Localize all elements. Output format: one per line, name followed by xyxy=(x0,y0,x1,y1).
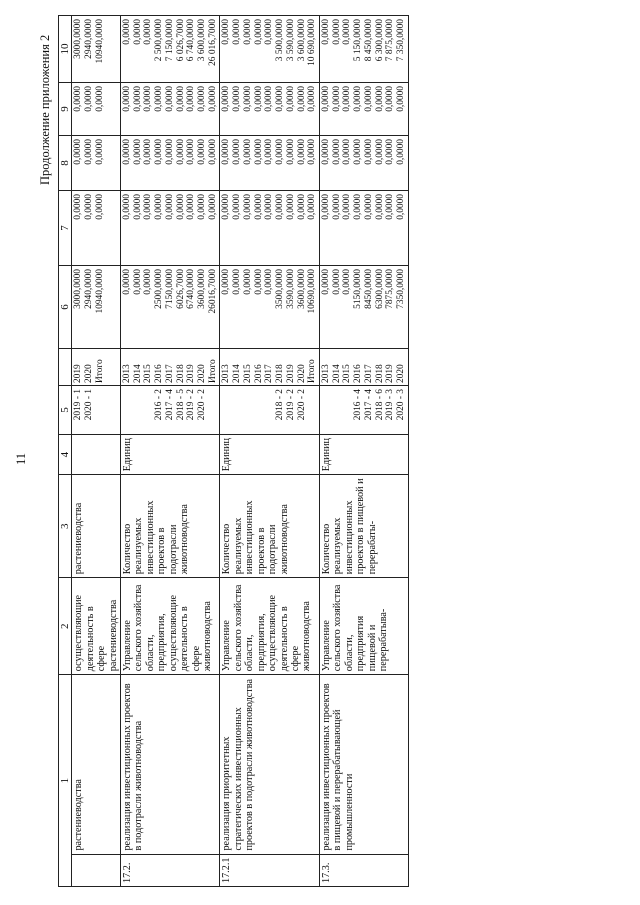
table-row xyxy=(319,16,408,887)
local-budget xyxy=(319,83,408,136)
year-value: 2016 xyxy=(353,364,364,383)
federal-budget-value: 0,0000 xyxy=(331,194,342,220)
federal-budget-value: 0,0000 xyxy=(353,194,364,220)
regional-budget-value: 0,0000 xyxy=(84,139,95,165)
target-period xyxy=(121,386,220,435)
regional-budget xyxy=(319,136,408,191)
year-value: 2014 xyxy=(132,364,143,383)
extrabudgetary-value: 3 600,0000 xyxy=(197,19,208,62)
total-amount-value: 26016,7000 xyxy=(207,269,218,314)
regional-budget-value: 0,0000 xyxy=(164,139,175,165)
local-budget-value: 0,0000 xyxy=(385,86,396,112)
column-header: 3 xyxy=(59,475,72,578)
total-amount-value: 7150,0000 xyxy=(164,269,175,309)
extrabudgetary-value: 0,0000 xyxy=(221,19,232,45)
extrabudgetary-value: 0,0000 xyxy=(320,19,331,45)
local-budget-value: 0,0000 xyxy=(175,86,186,112)
target-period-value: 2016 - 2 xyxy=(154,389,165,421)
target-period-value xyxy=(342,389,353,431)
extrabudgetary-value: 0,0000 xyxy=(232,19,243,45)
local-budget-value: 0,0000 xyxy=(374,86,385,112)
extrabudgetary-value: 0,0000 xyxy=(122,19,132,45)
target-period-value: 2019 - 2 xyxy=(186,389,197,421)
federal-budget-value: 0,0000 xyxy=(242,194,253,220)
indicator-name: растениеводства xyxy=(72,475,121,578)
extrabudgetary-value: 7 875,0000 xyxy=(385,19,396,62)
total-amount-value: 6026,7000 xyxy=(175,269,186,309)
regional-budget-value: 0,0000 xyxy=(94,139,105,165)
target-period-value: 2016 - 4 xyxy=(353,389,364,421)
year-value: Итого xyxy=(94,359,105,383)
federal-budget-value: 0,0000 xyxy=(73,194,84,220)
local-budget-value: 0,0000 xyxy=(395,86,406,112)
extrabudgetary-value: 2940,0000 xyxy=(84,19,95,59)
extrabudgetary-value: 0,0000 xyxy=(342,19,353,45)
local-budget-value: 0,0000 xyxy=(186,86,197,112)
extrabudgetary-value: 7 150,0000 xyxy=(164,19,175,62)
year xyxy=(220,349,319,386)
indicator-name: Количество реализуемых инвестиционных проектов в подотрасли животноводства xyxy=(121,475,220,578)
total-amount-value: 5150,0000 xyxy=(353,269,364,309)
total-amount-value: 7350,0000 xyxy=(395,269,406,309)
total-amount-value: 7875,0000 xyxy=(385,269,396,309)
federal-budget-value: 0,0000 xyxy=(232,194,243,220)
target-period-value: 2017 - 4 xyxy=(363,389,374,421)
federal-budget xyxy=(319,191,408,266)
year-value: 2019 xyxy=(385,364,396,383)
target-period-value xyxy=(221,389,232,431)
target-period-value: 2017 - 4 xyxy=(164,389,175,421)
target-period-value xyxy=(321,389,332,431)
year-value: 2020 xyxy=(197,364,208,383)
regional-budget xyxy=(72,136,121,191)
total-amount-value: 0,0000 xyxy=(320,269,331,295)
federal-budget xyxy=(121,191,220,266)
column-header-row xyxy=(59,16,72,887)
total-amount-value: 3500,0000 xyxy=(275,269,286,309)
extrabudgetary-value: 6 026,7000 xyxy=(175,19,186,62)
federal-budget-value: 0,0000 xyxy=(94,194,105,220)
extrabudgetary-value: 0,0000 xyxy=(242,19,253,45)
total-amount-value: 0,0000 xyxy=(342,269,353,295)
local-budget-value: 0,0000 xyxy=(94,86,105,112)
year-value: 2018 xyxy=(374,364,385,383)
local-budget-value: 0,0000 xyxy=(197,86,208,112)
total-amount-value: 10690,0000 xyxy=(307,269,318,314)
extrabudgetary xyxy=(72,16,121,83)
column-header: 1 xyxy=(59,675,72,887)
target-period-value xyxy=(232,389,243,431)
extrabudgetary-value: 2 500,0000 xyxy=(154,19,165,62)
regional-budget-value: 0,0000 xyxy=(395,139,406,165)
total-amount-value: 0,0000 xyxy=(232,269,243,295)
extrabudgetary-value: 6 300,0000 xyxy=(374,19,385,62)
extrabudgetary xyxy=(319,16,408,83)
local-budget-value: 0,0000 xyxy=(296,86,307,112)
federal-budget-value: 0,0000 xyxy=(154,194,165,220)
federal-budget-value: 0,0000 xyxy=(253,194,264,220)
year-value: 2020 xyxy=(296,364,307,383)
target-period-value: 2020 - 2 xyxy=(197,389,208,421)
regional-budget-value: 0,0000 xyxy=(207,139,218,165)
local-budget-value: 0,0000 xyxy=(132,86,143,112)
federal-budget-value: 0,0000 xyxy=(84,194,95,220)
regional-budget-value: 0,0000 xyxy=(73,139,84,165)
regional-budget-value: 0,0000 xyxy=(143,139,154,165)
total-amount-value: 2940,0000 xyxy=(84,269,95,309)
year-value: 2013 xyxy=(122,364,132,383)
local-budget-value: 0,0000 xyxy=(353,86,364,112)
year-value: 2015 xyxy=(242,364,253,383)
target-period-value xyxy=(143,389,154,431)
total-amount-value: 0,0000 xyxy=(132,269,143,295)
row-number xyxy=(72,854,121,886)
target-period-value: 2019 - 2 xyxy=(285,389,296,421)
year-value: 2014 xyxy=(232,364,243,383)
local-budget xyxy=(72,83,121,136)
year xyxy=(121,349,220,386)
row-number: 17.3. xyxy=(319,854,408,886)
column-header: 4 xyxy=(59,435,72,475)
federal-budget-value: 0,0000 xyxy=(307,194,318,220)
unit: Единиц xyxy=(319,435,408,475)
unit: Единиц xyxy=(220,435,319,475)
federal-budget-value: 0,0000 xyxy=(175,194,186,220)
year-value: 2013 xyxy=(221,364,232,383)
total-amount-value: 8450,0000 xyxy=(363,269,374,309)
target-period-value xyxy=(264,389,275,431)
total-amount-value: 3590,0000 xyxy=(285,269,296,309)
table-row xyxy=(121,16,220,887)
measure-name: реализация приоритетных стратегических инвестиционных проектов в подотрасли животноводства xyxy=(220,675,319,854)
column-header: 2 xyxy=(59,578,72,675)
federal-budget-value: 0,0000 xyxy=(363,194,374,220)
year-value: 2019 xyxy=(186,364,197,383)
year-value: 2016 xyxy=(253,364,264,383)
local-budget-value: 0,0000 xyxy=(154,86,165,112)
target-period xyxy=(220,386,319,435)
year xyxy=(72,349,121,386)
year-value: 2017 xyxy=(264,364,275,383)
unit: Единиц xyxy=(121,435,220,475)
total-amount-value: 0,0000 xyxy=(253,269,264,295)
local-budget-value: 0,0000 xyxy=(363,86,374,112)
federal-budget xyxy=(220,191,319,266)
target-period-value xyxy=(332,389,343,431)
total-amount xyxy=(220,266,319,349)
total-amount-value: 0,0000 xyxy=(221,269,232,295)
regional-budget-value: 0,0000 xyxy=(331,139,342,165)
target-period-value xyxy=(133,389,144,431)
regional-budget-value: 0,0000 xyxy=(342,139,353,165)
program-table xyxy=(58,15,409,887)
total-amount-value: 6740,0000 xyxy=(186,269,197,309)
local-budget-value: 0,0000 xyxy=(242,86,253,112)
local-budget-value: 0,0000 xyxy=(232,86,243,112)
total-amount-value: 0,0000 xyxy=(122,269,132,295)
target-period-value: 2019 - 3 xyxy=(385,389,396,421)
indicator-name: Количество реализуемых инвестиционных проектов в пищевой и перерабаты- xyxy=(319,475,408,578)
federal-budget-value: 0,0000 xyxy=(342,194,353,220)
year-value: 2017 xyxy=(363,364,374,383)
year-value: 2018 xyxy=(275,364,286,383)
extrabudgetary xyxy=(220,16,319,83)
extrabudgetary-value: 26 016,7000 xyxy=(207,19,218,66)
extrabudgetary-value: 0,0000 xyxy=(143,19,154,45)
column-header: 9 xyxy=(59,83,72,136)
extrabudgetary-value: 3 500,0000 xyxy=(275,19,286,62)
regional-budget-value: 0,0000 xyxy=(363,139,374,165)
local-budget-value: 0,0000 xyxy=(221,86,232,112)
row-number: 17.2. xyxy=(121,854,220,886)
column-header: 8 xyxy=(59,136,72,191)
local-budget xyxy=(121,83,220,136)
total-amount-value: 3000,0000 xyxy=(73,269,84,309)
regional-budget-value: 0,0000 xyxy=(275,139,286,165)
federal-budget-value: 0,0000 xyxy=(197,194,208,220)
regional-budget-value: 0,0000 xyxy=(232,139,243,165)
extrabudgetary-value: 0,0000 xyxy=(253,19,264,45)
year-value: Итого xyxy=(207,359,218,383)
target-period-value: 2020 - 2 xyxy=(296,389,307,421)
local-budget-value: 0,0000 xyxy=(285,86,296,112)
local-budget-value: 0,0000 xyxy=(320,86,331,112)
total-amount-value: 6300,0000 xyxy=(374,269,385,309)
total-amount-value: 0,0000 xyxy=(143,269,154,295)
total-amount-value: 10940,0000 xyxy=(94,269,105,314)
responsible-executor: Управление сельского хозяйства области, предприятия пищевой и перерабатыва- xyxy=(319,578,408,675)
year-value: 2013 xyxy=(320,364,331,383)
federal-budget-value: 0,0000 xyxy=(296,194,307,220)
local-budget-value: 0,0000 xyxy=(307,86,318,112)
federal-budget-value: 0,0000 xyxy=(264,194,275,220)
year-value: 2015 xyxy=(143,364,154,383)
target-period-value xyxy=(254,389,265,431)
extrabudgetary-value: 0,0000 xyxy=(132,19,143,45)
regional-budget-value: 0,0000 xyxy=(385,139,396,165)
regional-budget-value: 0,0000 xyxy=(132,139,143,165)
year-value: 2018 xyxy=(175,364,186,383)
extrabudgetary-value: 7 350,0000 xyxy=(395,19,406,62)
total-amount-value: 0,0000 xyxy=(264,269,275,295)
measure-name: реализация инвестиционных проектов в пищевой и перерабатывающей промышленности xyxy=(319,675,408,854)
total-amount xyxy=(319,266,408,349)
local-budget-value: 0,0000 xyxy=(84,86,95,112)
table-row xyxy=(72,16,121,887)
total-amount-value: 0,0000 xyxy=(331,269,342,295)
regional-budget-value: 0,0000 xyxy=(353,139,364,165)
total-amount-value: 3600,0000 xyxy=(197,269,208,309)
federal-budget-value: 0,0000 xyxy=(374,194,385,220)
responsible-executor: Управление сельского хозяйства области, предприятия, осуществляющие деятельность в сфере животноводства xyxy=(121,578,220,675)
column-header: 7 xyxy=(59,191,72,266)
target-period-value: 2018 - 2 xyxy=(275,389,286,421)
column-header: 10 xyxy=(59,16,72,83)
measure-name: растениеводства xyxy=(72,675,121,854)
column-header xyxy=(59,349,72,386)
extrabudgetary-value: 0,0000 xyxy=(264,19,275,45)
federal-budget-value: 0,0000 xyxy=(207,194,218,220)
federal-budget-value: 0,0000 xyxy=(186,194,197,220)
target-period xyxy=(319,386,408,435)
federal-budget-value: 0,0000 xyxy=(221,194,232,220)
regional-budget-value: 0,0000 xyxy=(307,139,318,165)
regional-budget xyxy=(220,136,319,191)
regional-budget-value: 0,0000 xyxy=(264,139,275,165)
extrabudgetary-value: 6 740,0000 xyxy=(186,19,197,62)
regional-budget-value: 0,0000 xyxy=(285,139,296,165)
local-budget-value: 0,0000 xyxy=(275,86,286,112)
local-budget-value: 0,0000 xyxy=(143,86,154,112)
regional-budget-value: 0,0000 xyxy=(242,139,253,165)
extrabudgetary-value: 10 690,0000 xyxy=(307,19,318,66)
table-body xyxy=(72,16,408,887)
year-value: 2020 xyxy=(84,364,95,383)
local-budget-value: 0,0000 xyxy=(164,86,175,112)
federal-budget-value: 0,0000 xyxy=(275,194,286,220)
target-period xyxy=(72,386,121,435)
local-budget-value: 0,0000 xyxy=(331,86,342,112)
table-row xyxy=(220,16,319,887)
target-period-value: 2018 - 6 xyxy=(374,389,385,421)
federal-budget-value: 0,0000 xyxy=(132,194,143,220)
local-budget-value: 0,0000 xyxy=(207,86,218,112)
target-period-value xyxy=(122,389,133,431)
continuation-label: Продолжение приложения 2 xyxy=(38,34,52,185)
target-period-value: 2018 - 5 xyxy=(175,389,186,421)
extrabudgetary xyxy=(121,16,220,83)
year-value: 2017 xyxy=(164,364,175,383)
regional-budget-value: 0,0000 xyxy=(154,139,165,165)
total-amount-value: 0,0000 xyxy=(242,269,253,295)
column-header: 5 xyxy=(59,386,72,435)
year-value: 2016 xyxy=(154,364,165,383)
responsible-executor: осуществляющие деятельность в сфере растениеводства xyxy=(72,578,121,675)
target-period-value: 2020 - 1 xyxy=(84,389,95,421)
federal-budget xyxy=(72,191,121,266)
regional-budget-value: 0,0000 xyxy=(296,139,307,165)
measure-name: реализация инвестиционных проектов в подотрасли животноводства xyxy=(121,675,220,854)
local-budget xyxy=(220,83,319,136)
regional-budget-value: 0,0000 xyxy=(374,139,385,165)
total-amount xyxy=(72,266,121,349)
regional-budget-value: 0,0000 xyxy=(175,139,186,165)
regional-budget-value: 0,0000 xyxy=(186,139,197,165)
page-number: 11 xyxy=(14,452,28,465)
regional-budget-value: 0,0000 xyxy=(253,139,264,165)
local-budget-value: 0,0000 xyxy=(264,86,275,112)
extrabudgetary-value: 10940,0000 xyxy=(94,19,105,64)
indicator-name: Количество реализуемых инвестиционных проектов в подотрасли животноводства xyxy=(220,475,319,578)
total-amount xyxy=(121,266,220,349)
year xyxy=(319,349,408,386)
local-budget-value: 0,0000 xyxy=(253,86,264,112)
responsible-executor: Управление сельского хозяйства области, предприятия, осуществляющие деятельность в сфере животноводства xyxy=(220,578,319,675)
extrabudgetary-value: 5 150,0000 xyxy=(353,19,364,62)
year-value: 2015 xyxy=(342,364,353,383)
regional-budget-value: 0,0000 xyxy=(122,139,132,165)
extrabudgetary-value: 8 450,0000 xyxy=(363,19,374,62)
year-value: 2019 xyxy=(73,364,84,383)
regional-budget xyxy=(121,136,220,191)
total-amount-value: 2500,0000 xyxy=(154,269,165,309)
regional-budget-value: 0,0000 xyxy=(197,139,208,165)
row-number: 17.2.1 xyxy=(220,854,319,886)
federal-budget-value: 0,0000 xyxy=(395,194,406,220)
extrabudgetary-value: 3 590,0000 xyxy=(285,19,296,62)
target-period-value: 2019 - 1 xyxy=(73,389,84,421)
local-budget-value: 0,0000 xyxy=(122,86,132,112)
local-budget-value: 0,0000 xyxy=(342,86,353,112)
target-period-value xyxy=(243,389,254,431)
federal-budget-value: 0,0000 xyxy=(385,194,396,220)
federal-budget-value: 0,0000 xyxy=(285,194,296,220)
local-budget-value: 0,0000 xyxy=(73,86,84,112)
unit xyxy=(72,435,121,475)
federal-budget-value: 0,0000 xyxy=(320,194,331,220)
federal-budget-value: 0,0000 xyxy=(143,194,154,220)
federal-budget-value: 0,0000 xyxy=(164,194,175,220)
year-value: 2019 xyxy=(285,364,296,383)
year-value: 2020 xyxy=(395,364,406,383)
target-period-value: 2020 - 3 xyxy=(395,389,406,421)
extrabudgetary-value: 3000,0000 xyxy=(73,19,84,59)
year-value: 2014 xyxy=(331,364,342,383)
year-value: Итого xyxy=(307,359,318,383)
column-header: 6 xyxy=(59,266,72,349)
extrabudgetary-value: 3 600,0000 xyxy=(296,19,307,62)
federal-budget-value: 0,0000 xyxy=(122,194,132,220)
regional-budget-value: 0,0000 xyxy=(320,139,331,165)
extrabudgetary-value: 0,0000 xyxy=(331,19,342,45)
total-amount-value: 3600,0000 xyxy=(296,269,307,309)
regional-budget-value: 0,0000 xyxy=(221,139,232,165)
